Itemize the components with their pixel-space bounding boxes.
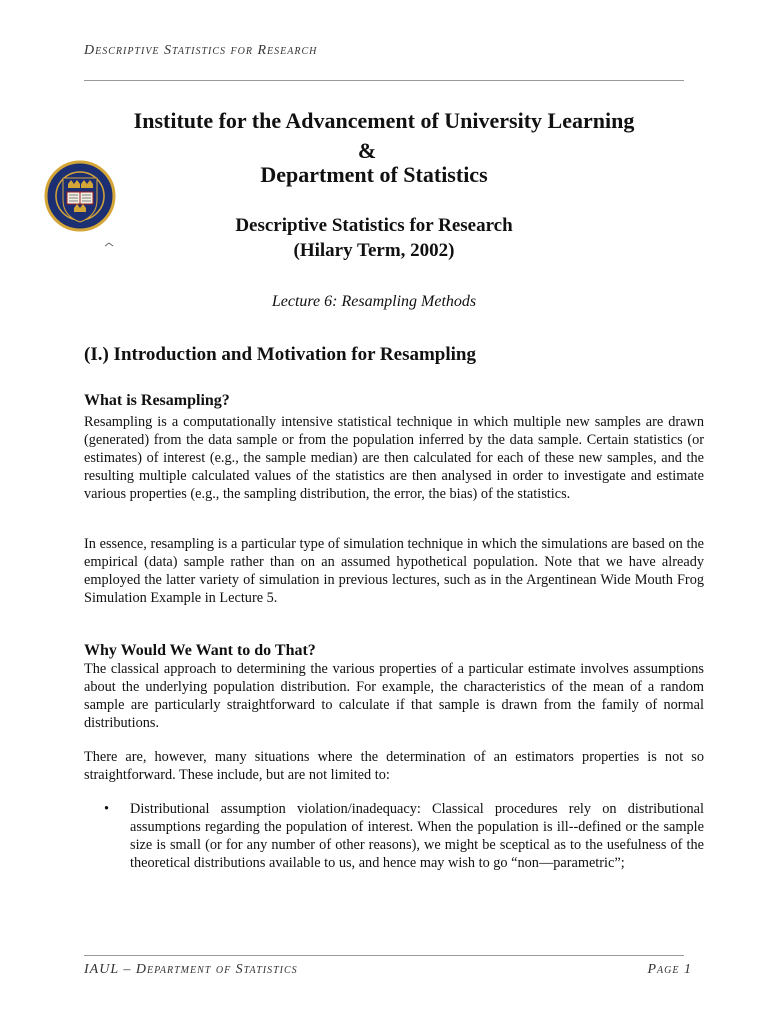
title-ampersand: & [357,138,377,163]
footer-rule [84,955,684,956]
page-number: Page 1 [647,962,692,977]
term-label: (Hilary Term, 2002) [293,240,455,261]
paragraph-definition: Resampling is a computationally intensive statistical technique in which multiple new samples are drawn (generated) from the data sample or from the population inferred by the data sample. Certain statistics (or estimates) of interest (e.g., the sample median) are then calculated for each of these new samples, and the resulting multiple calculated values of the statistics are then analysed in order to investigate and estimate various properties (e.g., the sampling distribution, the error, the bias) of the statistics. [84,414,704,503]
institute-title: Institute for the Advancement of University Learning [133,108,635,133]
paragraph-essence: In essence, resampling is a particular type of simulation technique in which the simulations are based on the empirical (data) sample rather than on an assumed hypothetical population. Note that we have already employed the latter variety of simulation in previous lectures, such as in the Argentinean Wide Mouth Frog Simulation Example in Lecture 5. [84,536,704,607]
header-rule [84,80,684,81]
bullet-marker: • [104,801,110,817]
course-title: Descriptive Statistics for Research [235,215,513,236]
paragraph-situations: There are, however, many situations where the determination of an estimators properties is not so straightforward. These include, but are not limited to: [84,749,704,784]
subheading-what-is-resampling: What is Resampling? [84,392,230,409]
paragraph-classical-approach: The classical approach to determining the various properties of a particular estimate involves assumptions about the underlying population distribution. For example, the characteristics of the mean of a random sample are particularly straightforward to calculate if that sample is drawn from the family of normal distributions. [84,661,704,732]
bullet-list [104,800,704,872]
bullet-text: Distributional assumption violation/inadequacy: Classical procedures rely on distributional assumptions regarding the population of interest. When the population is ill--defined or the sample size is small (or for any number of other reasons), we might be sceptical as to the usefulness of the theoretical distributions available to us, and hence may wish to go “non—parametric”; [130,801,704,872]
lecture-title: Lecture 6: Resampling Methods [271,293,477,310]
department-title: Department of Statistics [260,162,488,187]
running-header: Descriptive Statistics for Research [84,43,318,58]
list-item [104,800,704,872]
subheading-why: Why Would We Want to do That? [84,642,316,659]
section-heading: (I.) Introduction and Motivation for Resampling [84,344,476,365]
footer-department: IAUL – Department of Statistics [84,962,298,977]
